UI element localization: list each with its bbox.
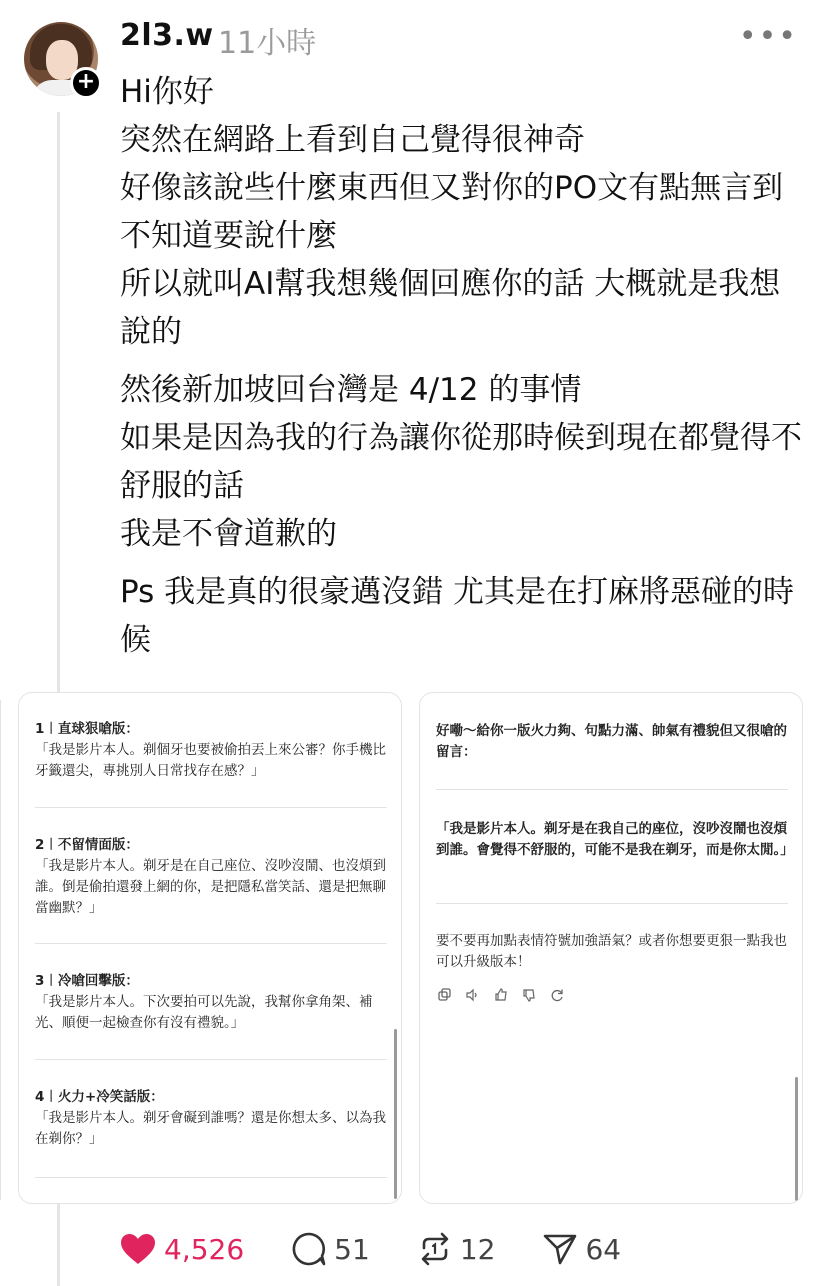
divider [35, 943, 387, 944]
reply-option-body: 「我是影片本人。下次要拍可以先說，我幫你拿角架、補光、順便一起檢查你有沒有禮貌。」 [35, 994, 373, 1031]
post-paragraph: 我是不會道歉的 [120, 516, 337, 552]
repost-count: 12 [459, 1232, 496, 1266]
attached-image-right[interactable] [419, 692, 803, 1204]
like-count: 4,526 [164, 1232, 245, 1266]
divider [35, 1177, 387, 1178]
ai-action-row [438, 987, 564, 1001]
divider [35, 1059, 387, 1060]
reply-option-body: 「我是影片本人。剃個牙也要被偷拍丟上來公審？你手機比牙籤還尖，專挑別人日常找存在感？」 [35, 742, 386, 779]
timestamp: 11小時 [218, 26, 317, 61]
ai-intro-text: 好嘞～給你一版火力夠、句點力滿、帥氣有禮貌但又很嗆的留言： [436, 723, 787, 760]
reply-option-heading: 4︱火力+冷笑話版： [35, 1089, 164, 1105]
divider [436, 903, 788, 904]
ai-quote-text: 「我是影片本人。剃牙是在我自己的座位，沒吵沒鬧也沒煩到誰。會覺得不舒服的，可能不是我在剃牙，而是你太閒。」 [436, 821, 794, 858]
post-text [120, 68, 810, 664]
comment-button[interactable] [292, 1232, 370, 1266]
comment-count: 51 [334, 1232, 370, 1266]
post-paragraph: 突然在網路上看到自己覺得很神奇 [120, 122, 585, 158]
reply-option-1 [35, 719, 387, 782]
share-button[interactable] [543, 1232, 621, 1266]
repost-button[interactable] [418, 1232, 496, 1266]
scrollbar [795, 1077, 798, 1201]
post-paragraph: 然後新加坡回台灣是 4/12 的事情 [120, 372, 582, 408]
heart-icon [120, 1233, 156, 1265]
more-horizontal-icon[interactable]: ••• [738, 19, 798, 54]
copy-icon[interactable] [438, 987, 452, 1001]
share-count: 64 [585, 1232, 622, 1266]
thumbs-down-icon[interactable] [522, 987, 536, 1001]
repost-icon [418, 1232, 452, 1266]
thumbs-up-icon[interactable] [494, 987, 508, 1001]
post-paragraph: Ps 我是真的很豪邁沒錯 尤其是在打麻將惡碰的時候 [120, 574, 795, 658]
reply-option-body: 「我是影片本人。剃牙會礙到誰嗎？還是你想太多、以為我在剃你？」 [35, 1110, 386, 1147]
comment-icon [292, 1232, 326, 1266]
like-button[interactable] [120, 1233, 244, 1266]
attached-image-left[interactable] [18, 692, 402, 1204]
ai-followup-text: 要不要再加點表情符號加強語氣？或者你想要更狠一點我也可以升級版本！ [436, 933, 787, 970]
regenerate-icon[interactable] [550, 987, 564, 1001]
username[interactable]: 2l3.w [120, 18, 214, 53]
reply-option-2 [35, 835, 387, 919]
reply-option-heading: 3︱冷嗆回擊版： [35, 973, 139, 989]
divider [35, 807, 387, 808]
reply-option-body: 「我是影片本人。剃牙是在自己座位、沒吵沒鬧、也沒煩到誰。倒是偷拍還發上網的你，是把隱私當笑話、還是把無聊當幽默？」 [35, 858, 386, 916]
post-action-bar [120, 1232, 669, 1266]
scrollbar [394, 1029, 397, 1199]
previous-image-edge[interactable] [0, 700, 3, 1200]
post-paragraph: 所以就叫AI幫我想幾個回應你的話 大概就是我想說的 [120, 266, 781, 350]
post-paragraph: 如果是因為我的行為讓你從那時候到現在都覺得不舒服的話 [120, 420, 802, 504]
reply-option-heading: 1︱直球狠嗆版： [35, 721, 139, 737]
post-paragraph: 好像該說些什麼東西但又對你的PO文有點無言到不知道要說什麼 [120, 170, 784, 254]
plus-icon[interactable]: + [70, 67, 102, 99]
post-paragraph: Hi你好 [120, 74, 214, 110]
speaker-icon[interactable] [466, 987, 480, 1001]
reply-option-3 [35, 971, 387, 1034]
reply-option-4 [35, 1087, 387, 1150]
send-icon [543, 1232, 577, 1266]
reply-option-heading: 2︱不留情面版： [35, 837, 139, 853]
divider [436, 789, 788, 790]
